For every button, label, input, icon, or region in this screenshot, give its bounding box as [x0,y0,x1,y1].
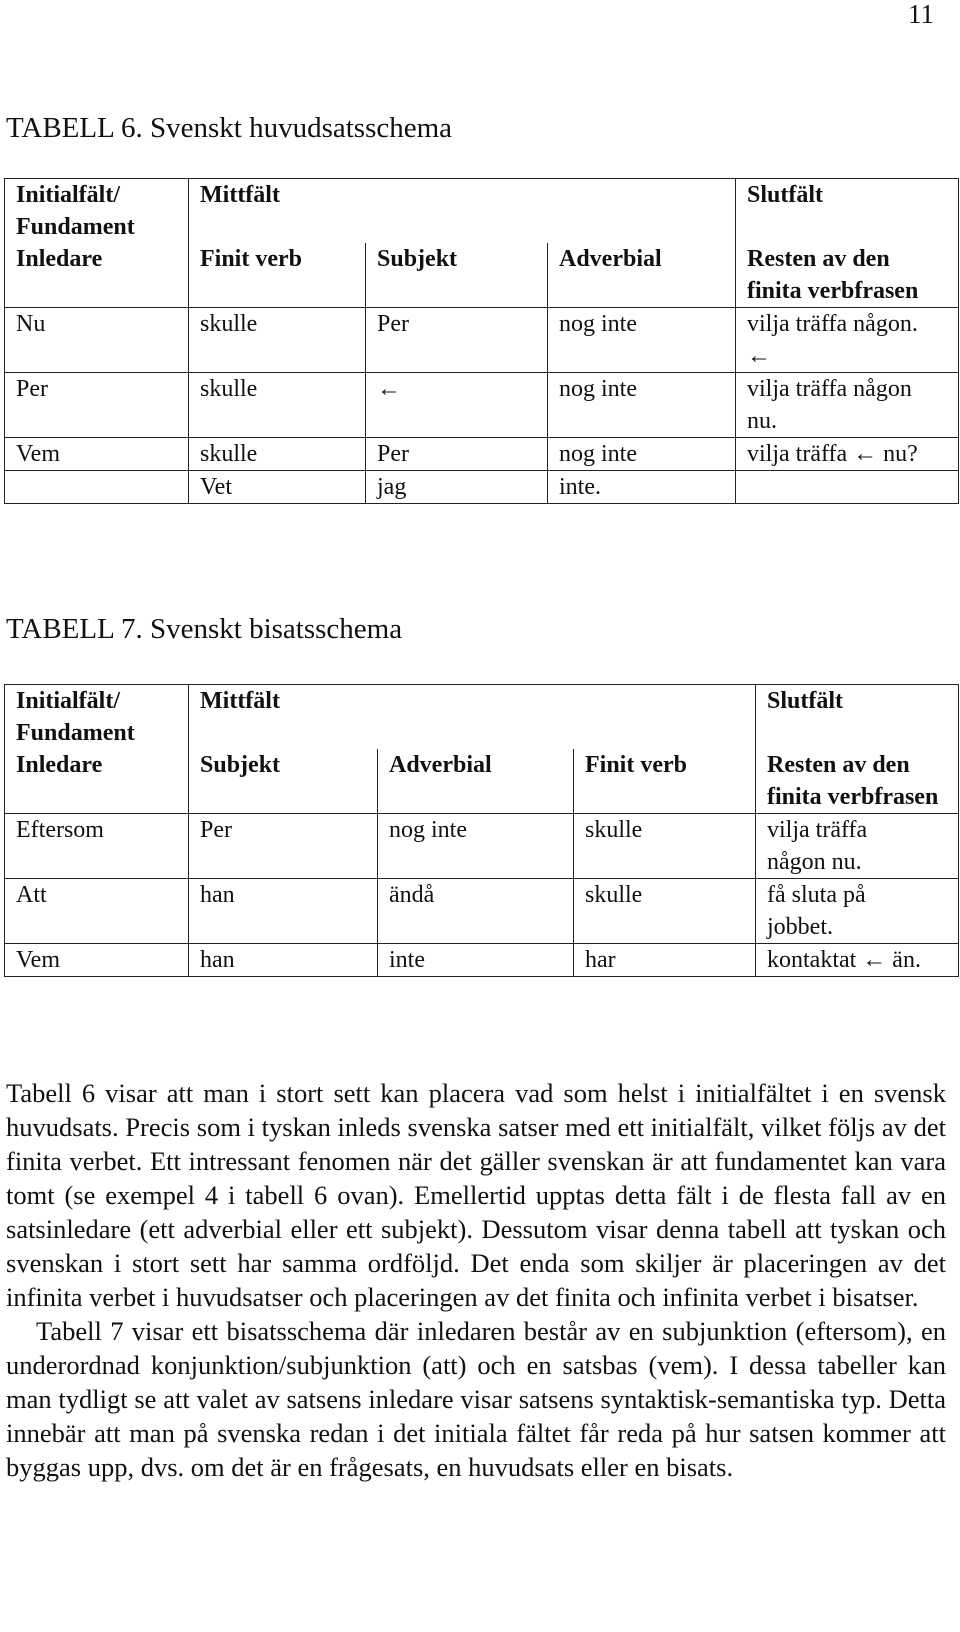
table-cell: ← [366,373,548,438]
header-initialfalt: Initialfält/ Fundament [5,685,189,750]
table-row [5,308,959,373]
header-slutfalt: Slutfält [756,685,959,750]
table-cell: skulle [189,438,366,471]
header-slutfalt: Slutfält [736,179,959,244]
header-mittfalt: Mittfält [189,179,366,244]
header-cell: Adverbial [378,749,574,814]
table-row [5,471,959,504]
table-cell: ändå [378,879,574,944]
table-cell: vilja träffa ← nu? [736,438,959,471]
table-header-row-fields [5,179,959,244]
header-cell: Adverbial [548,243,736,308]
table-row [5,373,959,438]
table-row [5,879,959,944]
header-cell: Resten av den finita verbfrasen [756,749,959,814]
table-cell: har [574,944,756,977]
header-cell: Subjekt [366,243,548,308]
table-6-main-clause-schema [4,178,959,504]
table-cell: vilja träffa någon nu. [756,814,959,879]
table-cell: han [189,879,378,944]
page-number: 11 [908,0,934,29]
header-empty-cell [548,179,736,244]
table-cell: skulle [574,814,756,879]
table-cell: nog inte [548,438,736,471]
table-cell: skulle [574,879,756,944]
table-7-subordinate-clause-schema [4,684,959,977]
header-cell: Resten av den finita verbfrasen [736,243,959,308]
table-header-row-functions [5,749,959,814]
header-initialfalt: Initialfält/ Fundament [5,179,189,244]
table-cell: nog inte [548,373,736,438]
table-cell: inte [378,944,574,977]
table-row [5,814,959,879]
table-cell: Per [189,814,378,879]
table-cell: Per [366,438,548,471]
body-text [6,1076,946,1484]
table-cell: han [189,944,378,977]
header-cell: Finit verb [574,749,756,814]
table-cell: Vem [5,438,189,471]
table-cell: Vem [5,944,189,977]
header-cell: Finit verb [189,243,366,308]
table-cell: nog inte [548,308,736,373]
header-mittfalt: Mittfält [189,685,378,750]
paragraph: Tabell 7 visar ett bisatsschema där inledaren består av en subjunktion (eftersom), en underordnad konjunktion/subjunktion (att) och en satsbas (vem). I dessa tabeller kan man tydligt se att valet av satsens inledare visar satsens syntaktisk-semantiska typ. Detta innebär att man på svenska redan i det initiala fältet får reda på hur satsen kommer att byggas upp, dvs. om det är en frågesats, en huvudsats eller en bisats. [6,1316,946,1482]
table-row [5,944,959,977]
table-cell: skulle [189,373,366,438]
header-cell: Inledare [5,749,189,814]
header-empty-cell [378,685,574,750]
table-cell [5,471,189,504]
table-cell: jag [366,471,548,504]
table-header-row-functions [5,243,959,308]
table-cell: Per [366,308,548,373]
table-cell: Vet [189,471,366,504]
table-row [5,438,959,471]
header-cell: Subjekt [189,749,378,814]
table-cell: vilja träffa någon nu. [736,373,959,438]
table-cell: Nu [5,308,189,373]
table-7-caption: TABELL 7. Svenskt bisatsschema [6,613,403,645]
table-cell [736,471,959,504]
table-header-row-fields [5,685,959,750]
table-cell: få sluta på jobbet. [756,879,959,944]
paragraph: Tabell 6 visar att man i stort sett kan placera vad som helst i initialfältet i en svensk huvudsats. Precis som i tyskan inleds svenska satser med ett initialfält, vilket följs av det finita verbet. Ett intressant fenomen när det gäller svenskan är att fundamentet kan vara tomt (se exempel 4 i tabell 6 ovan). Emellertid upptas detta fält i de flesta fall av en satsinledare (ett adverbial eller ett subjekt). Dessutom visar denna tabell att tyskan och svenskan i stort sett har samma ordföljd. Det enda som skiljer är placeringen av det infinita verbet i huvudsatser och placeringen av det finita och infinita verbet i bisatser. [6,1078,946,1312]
table-cell: Eftersom [5,814,189,879]
table-cell: vilja träffa någon. ← [736,308,959,373]
table-cell: kontaktat ← än. [756,944,959,977]
table-cell: nog inte [378,814,574,879]
table-cell: Per [5,373,189,438]
table-cell: skulle [189,308,366,373]
table-cell: Att [5,879,189,944]
header-empty-cell [574,685,756,750]
table-6-caption: TABELL 6. Svenskt huvudsatsschema [6,112,453,144]
header-cell: Inledare [5,243,189,308]
header-empty-cell [366,179,548,244]
table-cell: inte. [548,471,736,504]
